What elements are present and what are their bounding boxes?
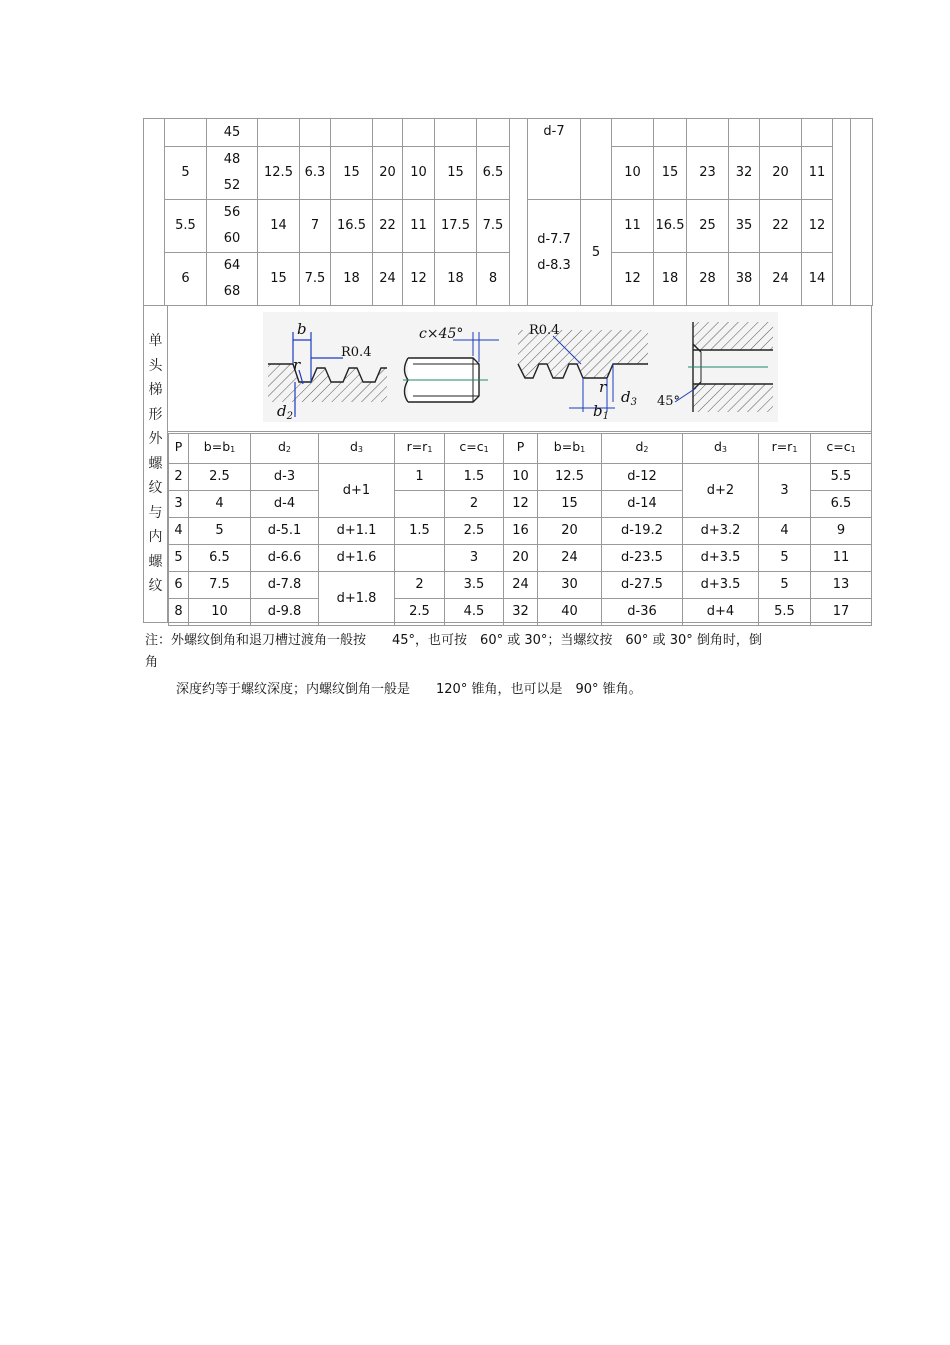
col-header: $r=r_1$: [759, 434, 811, 464]
note-line-2: 深度约等于螺纹深度；内螺纹倒角一般是 120° 锥角，也可以是 90° 锥角。: [176, 682, 642, 697]
label-d3: $d_3$: [621, 388, 637, 408]
mid-cell: 5: [581, 200, 612, 306]
cell: d-3: [251, 464, 319, 491]
cell: 15: [538, 491, 602, 518]
value-cell: 7: [300, 200, 331, 253]
value-cell: 12: [612, 253, 654, 306]
value-cell: [373, 119, 403, 147]
table-row: [144, 147, 873, 200]
cell: 2: [395, 572, 445, 599]
cell: 2: [445, 491, 504, 518]
value-cell: [403, 119, 435, 147]
trapezoidal-thread-table: [168, 433, 872, 626]
label-r04-a: R0.4: [341, 345, 372, 360]
d2-cell: d-7: [528, 119, 581, 200]
cell: d+2: [683, 464, 759, 518]
table-row: [169, 599, 872, 626]
value-cell: 7.5: [300, 253, 331, 306]
cell: 16: [504, 518, 538, 545]
cell: 2.5: [395, 599, 445, 626]
cell: 2.5: [189, 464, 251, 491]
cell: 24: [538, 545, 602, 572]
value-cell: 14: [802, 253, 833, 306]
d-cell: 48 52: [207, 147, 258, 200]
value-cell: 15: [435, 147, 477, 200]
cell: 20: [504, 545, 538, 572]
value-cell: 8: [477, 253, 510, 306]
value-cell: 20: [373, 147, 403, 200]
value-cell: 12: [802, 200, 833, 253]
cell: 13: [811, 572, 872, 599]
label-b: b: [297, 320, 307, 338]
table-row: [169, 464, 872, 491]
table-row: [144, 119, 873, 147]
table-row: [169, 572, 872, 599]
cell: 12: [504, 491, 538, 518]
cell: d-36: [602, 599, 683, 626]
table-row: [144, 253, 873, 306]
blank-gap-cell: [510, 119, 528, 306]
blank-gap-cell: [833, 119, 851, 306]
value-cell: 16.5: [331, 200, 373, 253]
cell: d+4: [683, 599, 759, 626]
cell: 1.5: [445, 464, 504, 491]
cell: d+3.5: [683, 545, 759, 572]
cell: d+3.5: [683, 572, 759, 599]
cell: 12.5: [538, 464, 602, 491]
value-cell: 15: [331, 147, 373, 200]
value-cell: 16.5: [654, 200, 687, 253]
label-r2: r: [599, 378, 607, 396]
p-cell: 6: [165, 253, 207, 306]
d-cell: 56 60: [207, 200, 258, 253]
value-cell: 6.3: [300, 147, 331, 200]
value-cell: 12: [403, 253, 435, 306]
trapezoidal-thread-section: [143, 305, 872, 623]
value-cell: 11: [802, 147, 833, 200]
value-cell: 10: [403, 147, 435, 200]
value-cell: [477, 119, 510, 147]
col-header: P: [504, 434, 538, 464]
value-cell: 18: [654, 253, 687, 306]
col-header: P: [169, 434, 189, 464]
cell: 17: [811, 599, 872, 626]
p-cell: 5: [165, 147, 207, 200]
cell: 5: [759, 572, 811, 599]
label-cx45: c×45°: [419, 326, 464, 342]
note-line-1: 注：外螺纹倒角和退刀槽过渡角一般按 45°，也可按 60° 或 30°；当螺纹按 60° 或 30° 倒角时，倒: [145, 633, 762, 648]
label-45: 45°: [657, 394, 681, 409]
cell: 3: [445, 545, 504, 572]
p-cell: 5.5: [165, 200, 207, 253]
cell: [395, 545, 445, 572]
cell: 10: [504, 464, 538, 491]
value-cell: 24: [760, 253, 802, 306]
note-line-1b: 角: [145, 655, 159, 670]
cell: d-4: [251, 491, 319, 518]
value-cell: [760, 119, 802, 147]
value-cell: [612, 119, 654, 147]
cell: 40: [538, 599, 602, 626]
cell: 2: [169, 464, 189, 491]
cell: 30: [538, 572, 602, 599]
cell: 10: [189, 599, 251, 626]
cell: d+1.6: [319, 545, 395, 572]
cell: 20: [538, 518, 602, 545]
cell: d-19.2: [602, 518, 683, 545]
value-cell: 20: [760, 147, 802, 200]
cell: 11: [811, 545, 872, 572]
col-header: $b=b_1$: [538, 434, 602, 464]
label-r: r: [293, 356, 301, 374]
d-cell: 64 68: [207, 253, 258, 306]
value-cell: [729, 119, 760, 147]
value-cell: 22: [373, 200, 403, 253]
cell: d-9.8: [251, 599, 319, 626]
col-header: $d_2$: [251, 434, 319, 464]
label-b1: $b_1$: [593, 402, 609, 422]
thread-diagram: [263, 312, 778, 422]
cell: 3.5: [445, 572, 504, 599]
cell: 24: [504, 572, 538, 599]
top-thread-table: [143, 118, 873, 306]
cell: d+1: [319, 464, 395, 518]
value-cell: 7.5: [477, 200, 510, 253]
cell: d+3.2: [683, 518, 759, 545]
value-cell: 15: [654, 147, 687, 200]
value-cell: 15: [258, 253, 300, 306]
value-cell: 22: [760, 200, 802, 253]
cell: 5: [169, 545, 189, 572]
cell: 9: [811, 518, 872, 545]
value-cell: 11: [403, 200, 435, 253]
col-header: $c=c_1$: [445, 434, 504, 464]
footnote: [145, 630, 805, 701]
d2-cell: d-7.7 d-8.3: [528, 200, 581, 306]
col-header: $b=b_1$: [189, 434, 251, 464]
value-cell: 11: [612, 200, 654, 253]
label-r04-b: R0.4: [529, 323, 560, 338]
cell: 7.5: [189, 572, 251, 599]
cell: 6.5: [189, 545, 251, 572]
cell: d-5.1: [251, 518, 319, 545]
p-cell: [165, 119, 207, 147]
cell: 6: [169, 572, 189, 599]
value-cell: 18: [331, 253, 373, 306]
cell: 4: [189, 491, 251, 518]
cell: 5: [759, 545, 811, 572]
diagram-cell: [168, 306, 871, 432]
cell: 4: [169, 518, 189, 545]
value-cell: 23: [687, 147, 729, 200]
cell: 1: [395, 464, 445, 491]
cell: d-23.5: [602, 545, 683, 572]
value-cell: [331, 119, 373, 147]
value-cell: [687, 119, 729, 147]
value-cell: 24: [373, 253, 403, 306]
cell: d-12: [602, 464, 683, 491]
cell: d-7.8: [251, 572, 319, 599]
value-cell: 12.5: [258, 147, 300, 200]
cell: [395, 491, 445, 518]
table-row: [169, 518, 872, 545]
value-cell: 6.5: [477, 147, 510, 200]
value-cell: 25: [687, 200, 729, 253]
cell: d-27.5: [602, 572, 683, 599]
label-d2: $d_2$: [277, 402, 293, 422]
cell: 5.5: [811, 464, 872, 491]
blank-side-cell: [144, 119, 165, 306]
value-cell: [654, 119, 687, 147]
mid-cell: [581, 119, 612, 200]
cell: d-14: [602, 491, 683, 518]
cell: 5.5: [759, 599, 811, 626]
col-header: $d_3$: [319, 434, 395, 464]
table-row: [144, 200, 873, 253]
table-header-row: [169, 434, 872, 464]
cell: 3: [759, 464, 811, 518]
value-cell: 38: [729, 253, 760, 306]
cell: 2.5: [445, 518, 504, 545]
col-header: $r=r_1$: [395, 434, 445, 464]
value-cell: [435, 119, 477, 147]
cell: d+1.1: [319, 518, 395, 545]
cell: 4.5: [445, 599, 504, 626]
cell: 1.5: [395, 518, 445, 545]
cell: d-6.6: [251, 545, 319, 572]
value-cell: 32: [729, 147, 760, 200]
value-cell: [258, 119, 300, 147]
value-cell: [300, 119, 331, 147]
value-cell: 18: [435, 253, 477, 306]
cell: 3: [169, 491, 189, 518]
col-header: $d_3$: [683, 434, 759, 464]
col-header: $c=c_1$: [811, 434, 872, 464]
cell: 5: [189, 518, 251, 545]
value-cell: 14: [258, 200, 300, 253]
cell: d+1.8: [319, 572, 395, 626]
value-cell: [802, 119, 833, 147]
blank-end-cell: [851, 119, 873, 306]
value-cell: 28: [687, 253, 729, 306]
cell: 4: [759, 518, 811, 545]
table-row: [169, 545, 872, 572]
cell: 8: [169, 599, 189, 626]
value-cell: 10: [612, 147, 654, 200]
value-cell: 35: [729, 200, 760, 253]
cell: 32: [504, 599, 538, 626]
col-header: $d_2$: [602, 434, 683, 464]
section-side-label: 单 头 梯 形 外 螺 纹 与 内 螺 纹: [144, 306, 168, 622]
value-cell: 17.5: [435, 200, 477, 253]
d-cell: 45: [207, 119, 258, 147]
cell: 6.5: [811, 491, 872, 518]
